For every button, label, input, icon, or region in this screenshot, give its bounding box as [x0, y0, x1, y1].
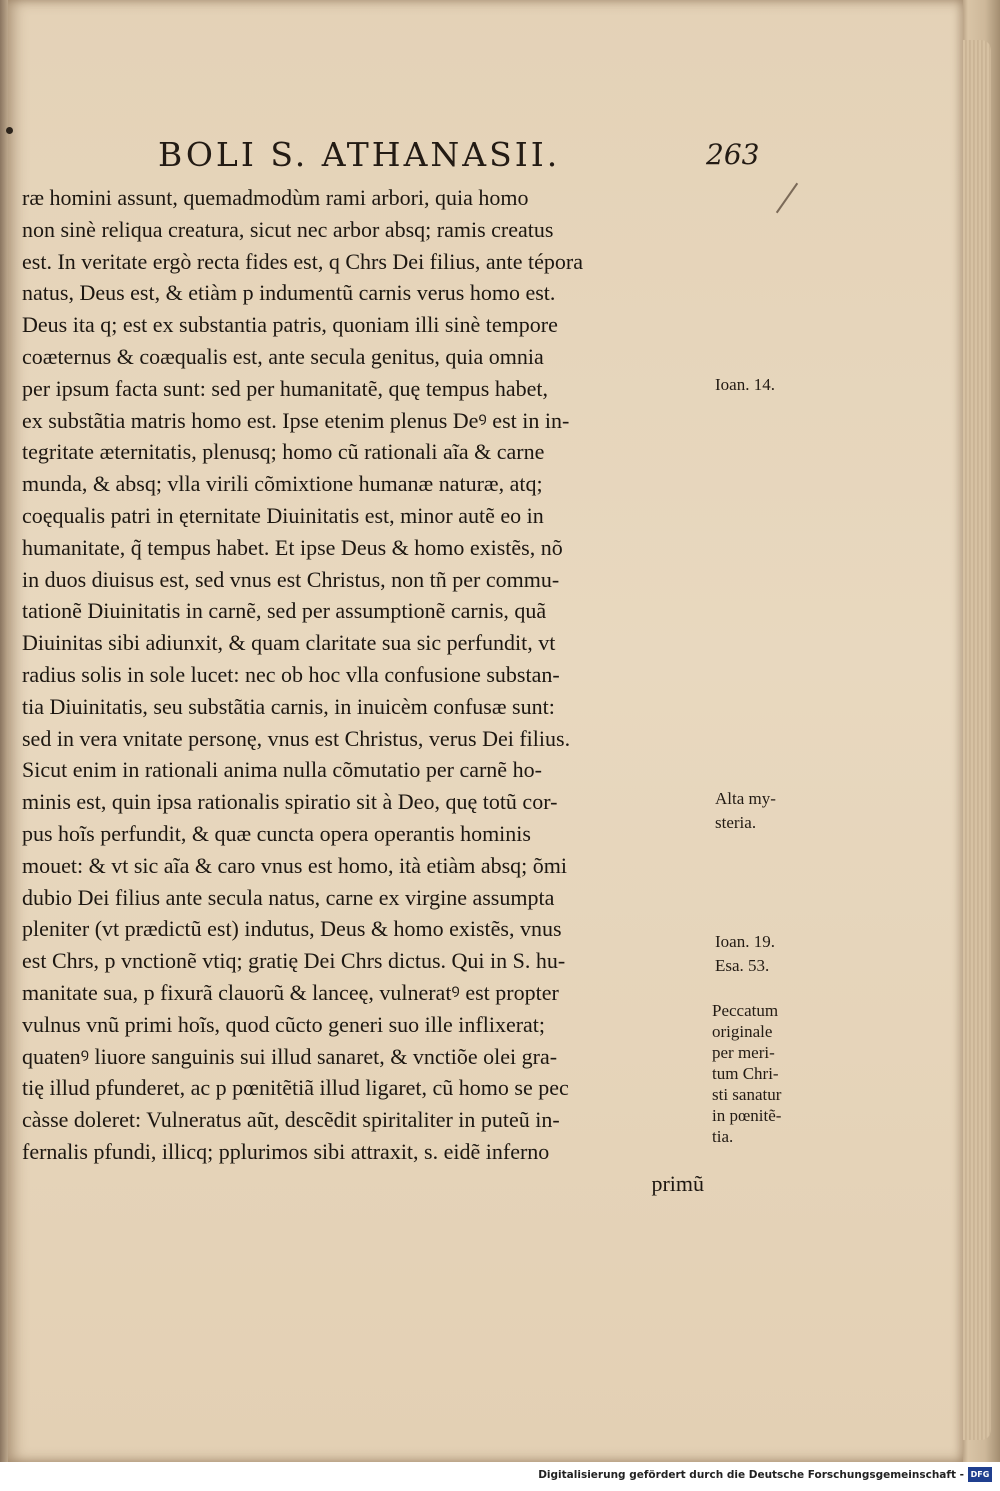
- text-line: est Chrs, p vnctionẽ vtiq; gratię Dei Chrs dictus. Qui in S. hu-: [22, 948, 566, 974]
- text-line: natus, Deus est, & etiàm p indumentũ carnis verus homo est.: [22, 280, 556, 306]
- text-line: tationẽ Diuinitatis in carnẽ, sed per assumptionẽ carnis, quã: [22, 598, 547, 624]
- text-line: humanitate, q̃ tempus habet. Et ipse Deus & homo existẽs, nõ: [22, 534, 563, 560]
- text-line: pus hoĩs perfundit, & quæ cuncta opera operantis hominis: [22, 820, 531, 846]
- marginal-note-joan-19: Ioan. 19.: [715, 932, 775, 951]
- running-head: BOLI S. ATHANASII.: [158, 135, 561, 174]
- text-line: est. In veritate ergò recta fides est, q Chrs Dei filius, ante tépora: [22, 248, 584, 274]
- text-line: fernalis pfundi, illicq; pplurimos sibi attraxit, s. eidẽ inferno: [22, 1138, 550, 1164]
- text-line: minis est, quin ipsa rationalis spiratio sit à Deo, quę totũ cor-: [22, 789, 558, 815]
- text-line: radius solis in sole lucet: nec ob hoc vlla confusione substan-: [22, 661, 560, 687]
- text-line: sed in vera vnitate personę, vnus est Christus, verus Dei filius.: [22, 725, 571, 751]
- marginal-note-peccatum: tia.: [712, 1127, 734, 1146]
- marginal-note-peccatum: per meri-: [712, 1043, 775, 1062]
- text-line: manitate sua, p fixurã clauorũ & lanceę, vulneratꝰ est propter: [22, 979, 559, 1005]
- text-line: càsse doleret: Vulneratus aũt, descẽdit spiritaliter in puteũ in-: [22, 1107, 560, 1133]
- text-line: ex substãtia matris homo est. Ipse etenim plenus Deꝰ est in in-: [22, 407, 570, 433]
- marginal-note-joan-14: Ioan. 14.: [715, 375, 775, 394]
- marginal-note-peccatum: in pœnitẽ-: [712, 1106, 782, 1125]
- funding-credit: Digitalisierung gefördert durch die Deutsche Forschungsgemeinschaft -: [538, 1469, 964, 1481]
- text-line: tię illud pfunderet, ac p pœnitẽtiã illud ligaret, cũ homo se pec: [22, 1075, 569, 1101]
- page-edges: [963, 40, 991, 1440]
- marginal-note-alta-mysteria-cont: steria.: [715, 813, 757, 832]
- text-line: coæternus & coæqualis est, ante secula genitus, quia omnia: [22, 343, 544, 369]
- text-line: Diuinitas sibi adiunxit, & quam claritate sua sic perfundit, vt: [22, 630, 556, 656]
- ink-spot: [6, 127, 13, 134]
- marginal-note-alta-mysteria: Alta my-: [715, 789, 776, 808]
- text-line: non sinè reliqua creatura, sicut nec arbor absq; ramis creatus: [22, 216, 554, 242]
- marginal-note-esa-53: Esa. 53.: [715, 956, 770, 975]
- marginal-note-peccatum: tum Chri-: [712, 1064, 779, 1083]
- text-line: tia Diuinitatis, seu substãtia carnis, in inuicèm confusæ sunt:: [22, 693, 555, 719]
- text-line: ræ homini assunt, quemadmodùm rami arbori, quia homo: [22, 185, 529, 210]
- text-line: pleniter (vt prædictũ est) indutus, Deus & homo existẽs, vnus: [22, 916, 562, 942]
- dfg-logo: DFG: [968, 1467, 992, 1482]
- text-line: quatenꝰ liuore sanguinis sui illud sanaret, & vnctiõe olei gra-: [22, 1043, 558, 1069]
- text-line: dubio Dei filius ante secula natus, carne ex virgine assumpta: [22, 884, 555, 910]
- marginal-note-peccatum: originale: [712, 1022, 773, 1041]
- main-text: [22, 182, 708, 1200]
- catchword: primũ: [651, 1170, 704, 1196]
- digitization-footer: [0, 1462, 1000, 1491]
- text-line: vulnus vnũ primi hoĩs, quod cũcto generi suo ille inflixerat;: [22, 1011, 546, 1037]
- marginal-note-peccatum: Peccatum: [712, 1001, 779, 1020]
- text-line: Sicut enim in rationali anima nulla cõmutatio per carnẽ ho-: [22, 757, 542, 783]
- page-number: 263: [706, 138, 760, 171]
- marginal-note-peccatum: sti sanatur: [712, 1085, 782, 1104]
- text-line: mouet: & vt sic aĩa & caro vnus est homo, ità etiàm absq; õmi: [22, 852, 568, 878]
- text-line: munda, & absq; vlla virili cõmixtione humanæ naturæ, atq;: [22, 471, 543, 497]
- text-line: tegritate æternitatis, plenusq; homo cũ rationali aĩa & carne: [22, 439, 545, 465]
- text-line: per ipsum facta sunt: sed per humanitatẽ, quę tempus habet,: [22, 375, 549, 401]
- text-line: in duos diuisus est, sed vnus est Christus, non tñ per commu-: [22, 566, 560, 592]
- text-line: coęqualis patri in ęternitate Diuinitatis est, minor autẽ eo in: [22, 502, 544, 528]
- text-line: Deus ita q; est ex substantia patris, quoniam illi sinè tempore: [22, 312, 558, 338]
